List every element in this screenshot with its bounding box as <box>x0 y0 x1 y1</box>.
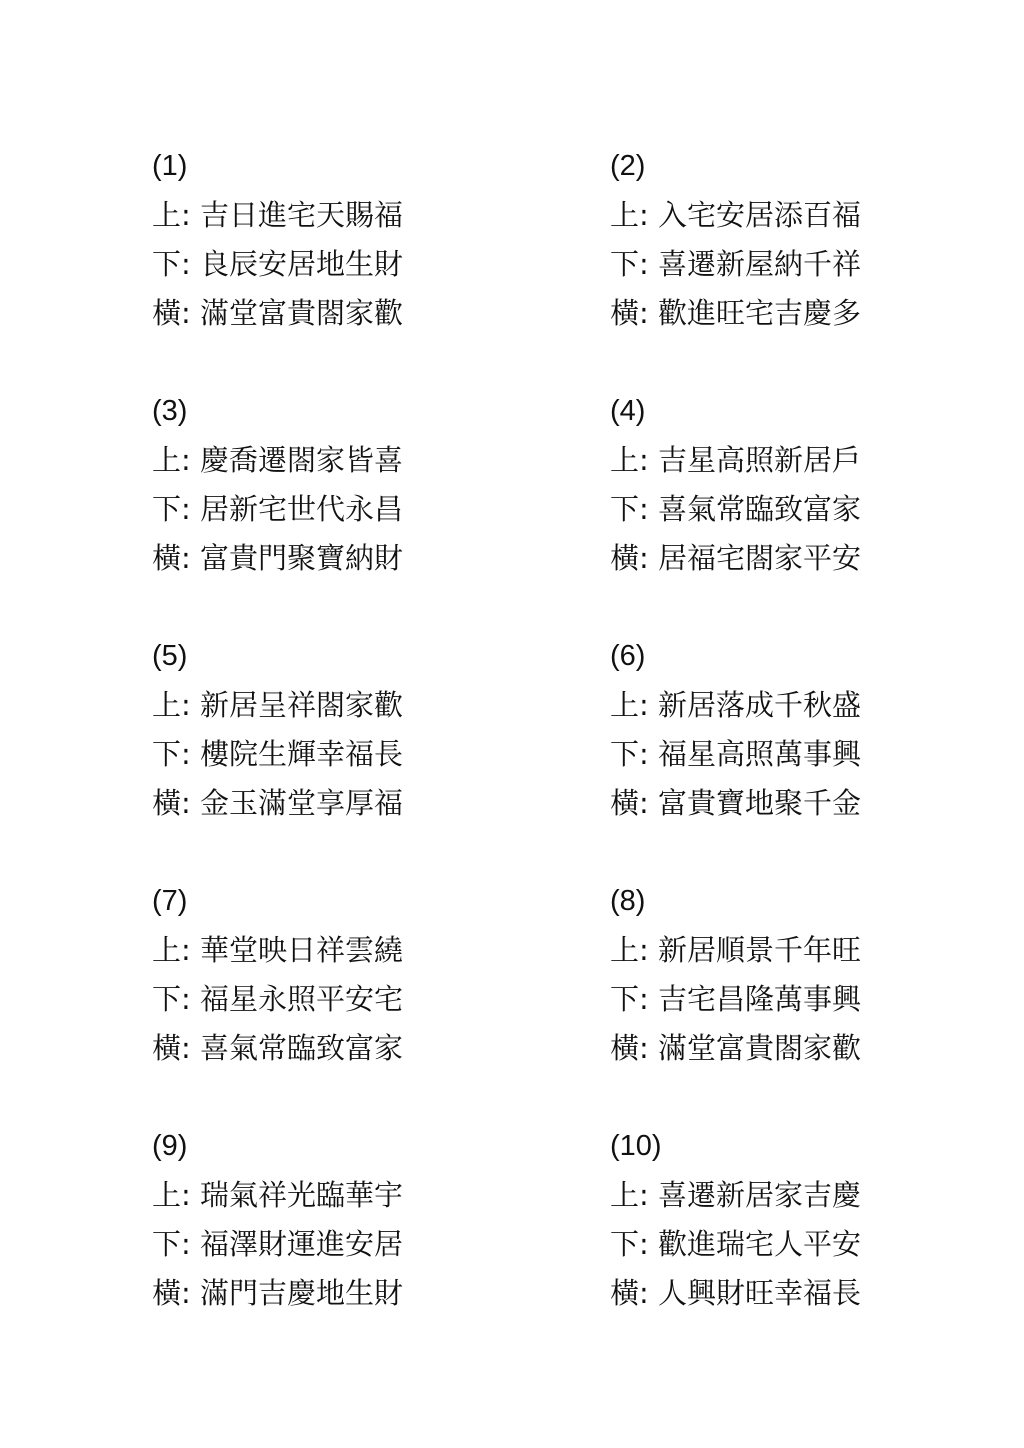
lower-text: 居新宅世代永昌 <box>200 492 404 526</box>
lower-line <box>610 485 912 534</box>
couplet-5 <box>152 632 610 877</box>
upper-line <box>610 436 912 485</box>
horizontal-text: 人興財旺幸福長 <box>658 1276 862 1310</box>
lower-text: 樓院生輝幸福長 <box>200 737 404 771</box>
horizontal-label: 橫: <box>610 786 649 820</box>
lower-line <box>610 975 912 1024</box>
couplet-7 <box>152 877 610 1122</box>
lower-line <box>152 240 610 289</box>
upper-label: 上: <box>152 198 191 232</box>
couplet-number: (1) <box>152 150 188 182</box>
horizontal-text: 滿堂富貴閤家歡 <box>658 1031 862 1065</box>
horizontal-label: 橫: <box>610 541 649 575</box>
horizontal-line <box>610 779 912 828</box>
lower-line <box>152 485 610 534</box>
upper-label: 上: <box>152 688 191 722</box>
upper-line <box>152 191 610 240</box>
horizontal-label: 橫: <box>152 541 191 575</box>
lower-text: 福澤財運進安居 <box>200 1227 404 1261</box>
couplet-1 <box>152 142 610 387</box>
lower-label: 下: <box>610 492 649 526</box>
lower-label: 下: <box>610 737 649 771</box>
lower-label: 下: <box>152 1227 191 1261</box>
couplet-grid <box>152 142 912 1367</box>
lower-text: 喜遷新屋納千祥 <box>658 247 862 281</box>
couplet-number: (2) <box>610 150 646 182</box>
upper-text: 入宅安居添百福 <box>658 198 862 232</box>
couplet-number: (8) <box>610 885 646 917</box>
horizontal-line <box>610 534 912 583</box>
couplet-number: (9) <box>152 1130 188 1162</box>
lower-label: 下: <box>610 247 649 281</box>
upper-text: 瑞氣祥光臨華宇 <box>200 1178 404 1212</box>
upper-label: 上: <box>152 933 191 967</box>
lower-label: 下: <box>152 737 191 771</box>
lower-label: 下: <box>152 247 191 281</box>
couplet-4 <box>610 387 912 632</box>
lower-text: 喜氣常臨致富家 <box>658 492 862 526</box>
upper-line <box>152 436 610 485</box>
horizontal-line <box>610 289 912 338</box>
upper-line <box>610 1171 912 1220</box>
horizontal-text: 滿門吉慶地生財 <box>200 1276 404 1310</box>
horizontal-line <box>152 779 610 828</box>
lower-line <box>152 1220 610 1269</box>
couplet-6 <box>610 632 912 877</box>
upper-line <box>152 681 610 730</box>
lower-line <box>610 240 912 289</box>
upper-line <box>610 926 912 975</box>
couplet-8 <box>610 877 912 1122</box>
upper-label: 上: <box>152 1178 191 1212</box>
upper-label: 上: <box>610 933 649 967</box>
upper-text: 喜遷新居家吉慶 <box>658 1178 862 1212</box>
couplet-number: (10) <box>610 1130 662 1162</box>
couplet-9 <box>152 1122 610 1367</box>
couplet-3 <box>152 387 610 632</box>
lower-text: 吉宅昌隆萬事興 <box>658 982 862 1016</box>
lower-text: 良辰安居地生財 <box>200 247 404 281</box>
couplet-number: (3) <box>152 395 188 427</box>
upper-label: 上: <box>610 1178 649 1212</box>
upper-label: 上: <box>610 198 649 232</box>
lower-text: 福星高照萬事興 <box>658 737 862 771</box>
lower-text: 歡進瑞宅人平安 <box>658 1227 862 1261</box>
horizontal-label: 橫: <box>610 1276 649 1310</box>
couplet-number: (7) <box>152 885 188 917</box>
upper-text: 新居呈祥閤家歡 <box>200 688 404 722</box>
horizontal-text: 富貴門聚寶納財 <box>200 541 404 575</box>
horizontal-text: 喜氣常臨致富家 <box>200 1031 404 1065</box>
upper-line <box>610 191 912 240</box>
couplet-2 <box>610 142 912 387</box>
horizontal-line <box>610 1024 912 1073</box>
couplet-number: (4) <box>610 395 646 427</box>
horizontal-label: 橫: <box>610 296 649 330</box>
horizontal-line <box>152 534 610 583</box>
couplet-number: (6) <box>610 640 646 672</box>
upper-label: 上: <box>610 443 649 477</box>
horizontal-line <box>610 1269 912 1318</box>
horizontal-text: 歡進旺宅吉慶多 <box>658 296 862 330</box>
horizontal-text: 居福宅閤家平安 <box>658 541 862 575</box>
upper-text: 慶喬遷閤家皆喜 <box>200 443 404 477</box>
upper-label: 上: <box>610 688 649 722</box>
upper-line <box>152 1171 610 1220</box>
horizontal-text: 富貴寶地聚千金 <box>658 786 862 820</box>
upper-text: 吉星高照新居戶 <box>658 443 862 477</box>
horizontal-line <box>152 1269 610 1318</box>
lower-line <box>610 730 912 779</box>
lower-label: 下: <box>610 1227 649 1261</box>
horizontal-label: 橫: <box>152 1031 191 1065</box>
horizontal-label: 橫: <box>152 296 191 330</box>
upper-text: 吉日進宅天賜福 <box>200 198 404 232</box>
lower-text: 福星永照平安宅 <box>200 982 404 1016</box>
horizontal-text: 金玉滿堂享厚福 <box>200 786 404 820</box>
couplet-number: (5) <box>152 640 188 672</box>
upper-label: 上: <box>152 443 191 477</box>
lower-line <box>152 730 610 779</box>
upper-line <box>610 681 912 730</box>
horizontal-label: 橫: <box>610 1031 649 1065</box>
horizontal-text: 滿堂富貴閤家歡 <box>200 296 404 330</box>
upper-line <box>152 926 610 975</box>
upper-text: 華堂映日祥雲繞 <box>200 933 404 967</box>
horizontal-line <box>152 289 610 338</box>
horizontal-line <box>152 1024 610 1073</box>
lower-line <box>152 975 610 1024</box>
horizontal-label: 橫: <box>152 1276 191 1310</box>
couplet-10 <box>610 1122 912 1367</box>
lower-label: 下: <box>152 982 191 1016</box>
upper-text: 新居順景千年旺 <box>658 933 862 967</box>
lower-line <box>610 1220 912 1269</box>
lower-label: 下: <box>610 982 649 1016</box>
lower-label: 下: <box>152 492 191 526</box>
horizontal-label: 橫: <box>152 786 191 820</box>
upper-text: 新居落成千秋盛 <box>658 688 862 722</box>
